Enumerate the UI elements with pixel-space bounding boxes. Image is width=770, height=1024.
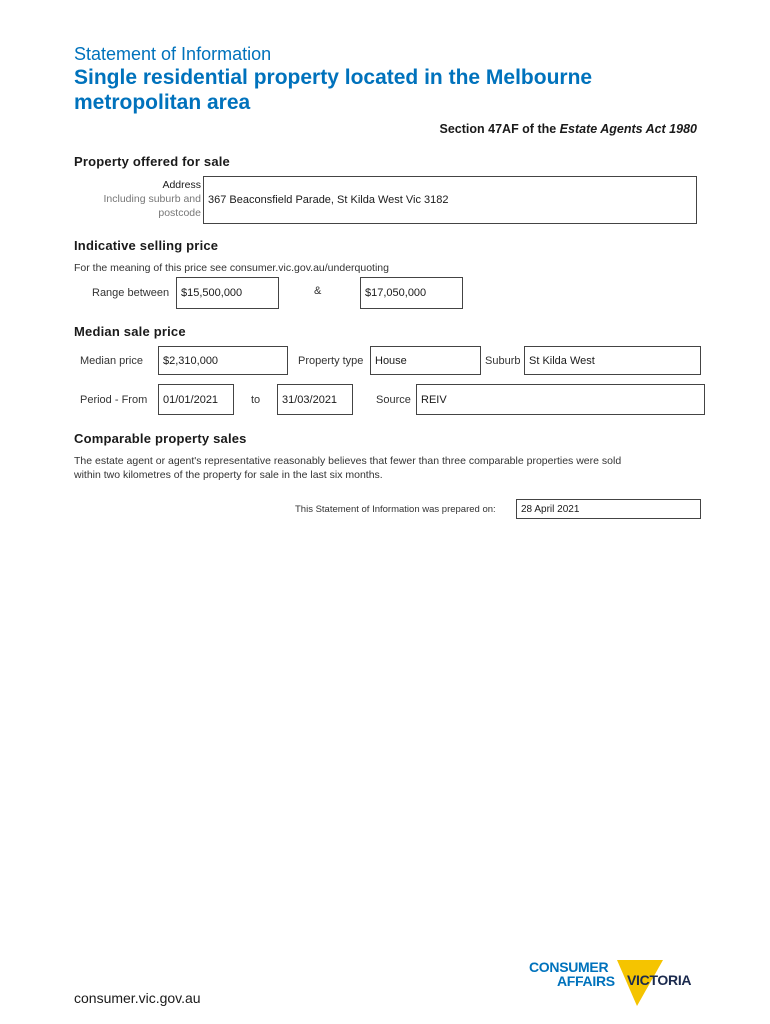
- period-from-value: 01/01/2021: [163, 393, 219, 406]
- prepared-on-label: This Statement of Information was prepared on:: [295, 504, 496, 515]
- comparable-text-line-2: within two kilometres of the property for sale in the last six months.: [74, 469, 383, 481]
- period-to-label: to: [251, 394, 261, 406]
- property-type-label: Property type: [298, 355, 364, 367]
- prepared-date-field[interactable]: [516, 499, 701, 519]
- address-label-sub-2: postcode: [158, 207, 201, 219]
- range-low-value: $15,500,000: [181, 287, 243, 299]
- address-value: 367 Beaconsfield Parade, St Kilda West Vic 3182: [208, 194, 449, 206]
- period-to-field[interactable]: [277, 384, 353, 415]
- period-from-label: Period - From: [80, 394, 148, 406]
- footer-url: consumer.vic.gov.au: [74, 990, 201, 1006]
- range-label: Range between: [92, 287, 170, 299]
- logo-line-affairs: AFFAIRS: [557, 973, 615, 989]
- act-prefix: Section 47AF of the: [439, 122, 560, 136]
- source-value: REIV: [421, 393, 447, 406]
- range-ampersand: &: [314, 285, 322, 297]
- consumer-affairs-victoria-logo: [527, 956, 707, 1008]
- act-name: Estate Agents Act 1980: [559, 122, 697, 136]
- act-reference: [440, 122, 697, 136]
- suburb-label: Suburb: [485, 355, 521, 367]
- period-to-value: 31/03/2021: [282, 393, 338, 406]
- median-price-field[interactable]: [158, 346, 288, 375]
- logo-line-victoria: VICTORIA: [627, 972, 692, 988]
- document-title: Single residential property located in the Melbourne metropolitan area: [74, 66, 593, 114]
- indicative-note: For the meaning of this price see consumer.vic.gov.au/underquoting: [74, 262, 389, 274]
- comparable-heading: Comparable property sales: [74, 431, 247, 446]
- range-high-value: $17,050,000: [365, 287, 427, 299]
- address-field[interactable]: [203, 176, 697, 224]
- address-label: [74, 178, 201, 220]
- median-price-label: Median price: [80, 355, 143, 367]
- suburb-field[interactable]: [524, 346, 701, 375]
- median-price-value: $2,310,000: [163, 354, 219, 367]
- address-label-main: Address: [162, 179, 201, 191]
- median-heading: Median sale price: [74, 324, 186, 339]
- source-field[interactable]: [416, 384, 705, 415]
- property-type-value: House: [375, 354, 407, 367]
- prepared-date-value: 28 April 2021: [521, 503, 580, 515]
- property-heading: Property offered for sale: [74, 154, 230, 169]
- suburb-value: St Kilda West: [529, 354, 595, 367]
- range-low-field[interactable]: [176, 277, 279, 309]
- address-label-sub-1: Including suburb and: [103, 193, 201, 205]
- property-type-field[interactable]: [370, 346, 481, 375]
- logo-line-consumer: CONSUMER: [529, 959, 609, 975]
- period-from-field[interactable]: [158, 384, 234, 415]
- comparable-text-line-1: The estate agent or agent's representative reasonably believes that fewer than three comparable properties were sold: [74, 455, 622, 467]
- source-label: Source: [376, 394, 411, 406]
- indicative-heading: Indicative selling price: [74, 238, 219, 253]
- range-high-field[interactable]: [360, 277, 463, 309]
- document-kicker: Statement of Information: [74, 44, 272, 64]
